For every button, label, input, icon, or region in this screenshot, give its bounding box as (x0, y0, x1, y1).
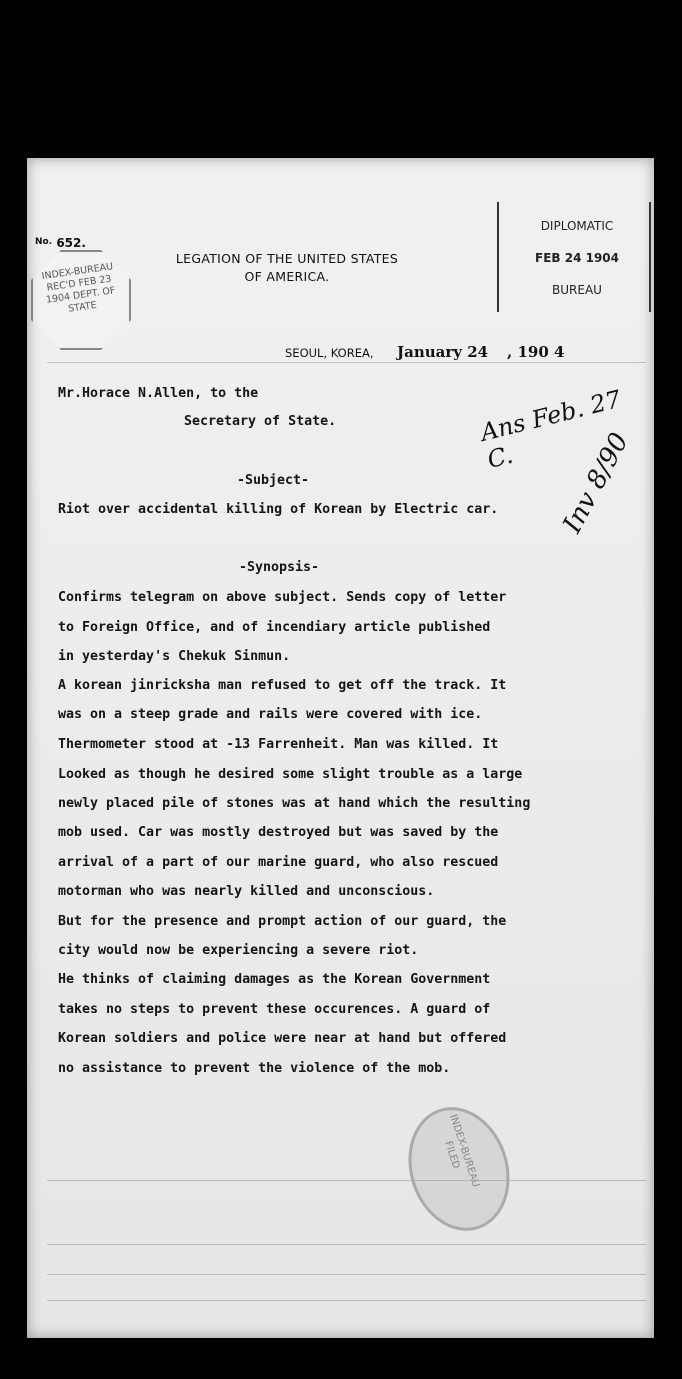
ruled-line (47, 1274, 646, 1275)
year-line: , 190 4 (507, 343, 565, 361)
letterhead (147, 250, 427, 286)
synopsis-line: Korean soldiers and police were near at hand but offered (58, 1031, 507, 1046)
synopsis-line: newly placed pile of stones was at hand which the resulting (58, 796, 531, 811)
index-bureau-stamp-text: INDEX-BUREAU REC'D FEB 23 1904 DEPT. OF STATE (41, 261, 117, 315)
subject-text: Riot over accidental killing of Korean by Electric car. (58, 502, 499, 517)
synopsis-line: A korean jinricksha man refused to get off the track. It (58, 678, 507, 693)
ruled-line (47, 362, 646, 363)
document-number (35, 236, 86, 250)
handwritten-note-2: Inv 8/90 (557, 428, 635, 538)
synopsis-line: Looked as though he desired some slight trouble as a large (58, 767, 523, 782)
letterhead-line-2: OF AMERICA. (244, 269, 330, 284)
diplomatic-bureau-stamp-text (517, 210, 637, 306)
synopsis-line: arrival of a part of our marine guard, who also rescued (58, 855, 499, 870)
letterhead-line-1: LEGATION OF THE UNITED STATES (175, 251, 399, 266)
synopsis-line: Thermometer stood at -13 Farrenheit. Man was killed. It (58, 737, 499, 752)
number-value: 652. (56, 236, 86, 250)
synopsis-line: mob used. Car was mostly destroyed but was saved by the (58, 825, 499, 840)
synopsis-line: But for the presence and prompt action of our guard, the (58, 914, 507, 929)
document-page (27, 158, 654, 1338)
diplomatic-line-1: DIPLOMATIC (540, 219, 614, 233)
diplomatic-line-2: FEB 24 1904 (535, 251, 619, 265)
ruled-line (47, 1244, 646, 1245)
number-prefix: No. (35, 237, 53, 247)
synopsis-line: city would now be experiencing a severe riot. (58, 943, 419, 958)
synopsis-line: to Foreign Office, and of incendiary article published (58, 620, 491, 635)
synopsis-line: was on a steep grade and rails were covered with ice. (58, 707, 483, 722)
synopsis-line: takes no steps to prevent these occurences. A guard of (58, 1002, 491, 1017)
synopsis-line: in yesterday's Chekuk Sinmun. (58, 649, 291, 664)
place-line: SEOUL, KOREA, (285, 346, 374, 360)
synopsis-line: motorman who was nearly killed and unconscious. (58, 884, 435, 899)
synopsis-heading: -Synopsis- (239, 560, 320, 575)
synopsis-line: no assistance to prevent the violence of the mob. (58, 1061, 451, 1076)
synopsis-line: Confirms telegram on above subject. Sends copy of letter (58, 590, 507, 605)
ruled-line (47, 1300, 646, 1301)
filed-stamp-text: INDEX-BUREAU FILED (442, 1113, 482, 1189)
synopsis-line: He thinks of claiming damages as the Korean Government (58, 972, 491, 987)
diplomatic-line-3: BUREAU (552, 283, 602, 297)
handwritten-note-1: Ans Feb. 27 C. (477, 384, 624, 474)
date-line: January 24 (397, 343, 489, 361)
subject-heading: -Subject- (237, 473, 310, 488)
to-line: Secretary of State. (184, 414, 337, 429)
from-line: Mr.Horace N.Allen, to the (58, 386, 259, 401)
ruled-line (47, 1180, 646, 1181)
